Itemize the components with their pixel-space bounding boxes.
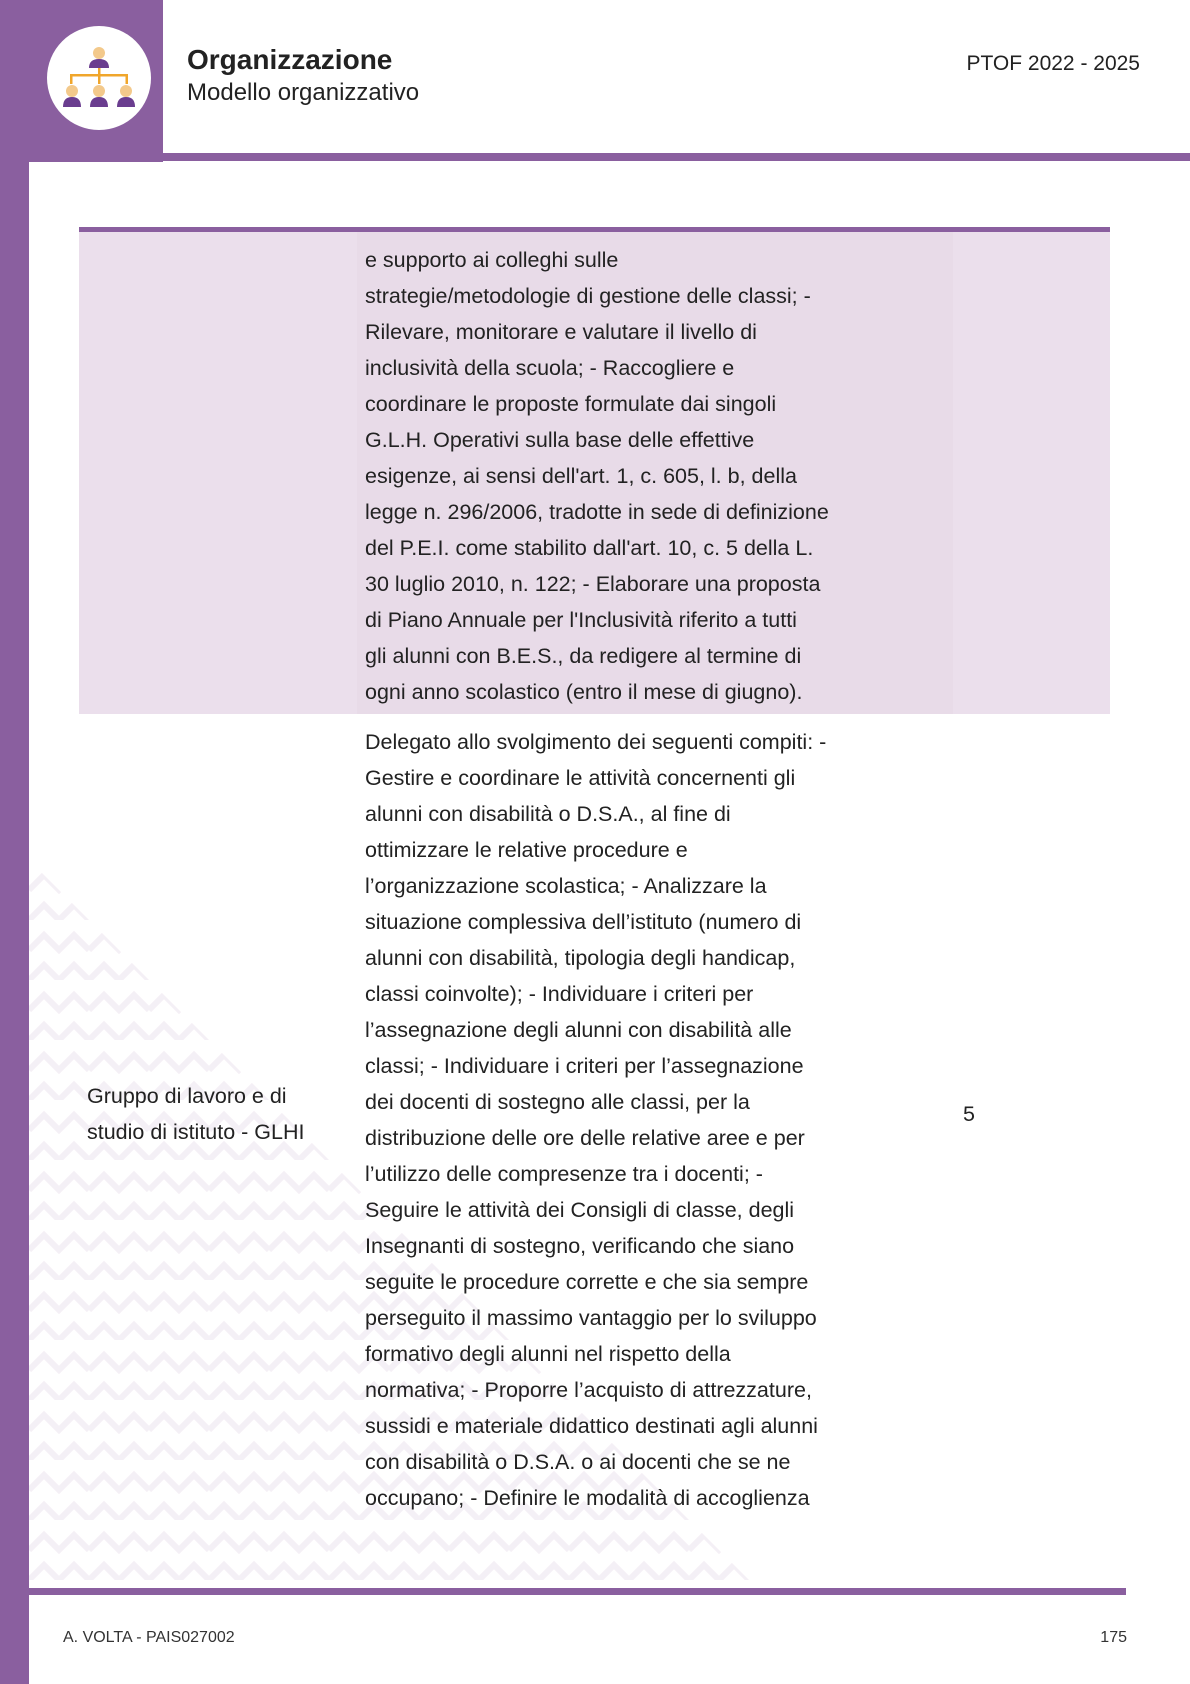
description-line: inclusività della scuola; - Raccogliere e	[365, 356, 735, 380]
count-value: 5	[963, 1102, 975, 1126]
description-line: l’utilizzo delle compresenze tra i docenti; -	[365, 1162, 763, 1186]
role-cell	[79, 714, 357, 1514]
description-line: del P.E.I. come stabilito dall'art. 10, c. 5 della L.	[365, 536, 814, 560]
description-line: distribuzione delle ore delle relative aree e per	[365, 1126, 805, 1150]
description-cell	[357, 714, 953, 1514]
description-line: ogni anno scolastico (entro il mese di giugno).	[365, 680, 803, 704]
description-line: Gestire e coordinare le attività concernenti gli	[365, 766, 796, 790]
count-cell	[953, 232, 1110, 714]
role-line: studio di istituto - GLHI	[87, 1120, 305, 1144]
table-row	[79, 714, 1110, 1514]
page-subtitle: Modello organizzativo	[187, 79, 420, 106]
description-line: dei docenti di sostegno alle classi, per la	[365, 1090, 750, 1114]
description-line: formativo degli alunni nel rispetto della	[365, 1342, 731, 1366]
description-line: alunni con disabilità o D.S.A., al fine di	[365, 802, 731, 826]
description-line: l’assegnazione degli alunni con disabilità alle	[365, 1018, 792, 1042]
org-chart-icon	[63, 46, 135, 110]
description-line: occupano; - Definire le modalità di accoglienza	[365, 1486, 810, 1510]
description-line: gli alunni con B.E.S., da redigere al termine di	[365, 644, 802, 668]
description-line: strategie/metodologie di gestione delle classi; -	[365, 284, 811, 308]
description-line: sussidi e materiale didattico destinati agli alunni	[365, 1414, 818, 1438]
footer-school-code: A. VOLTA - PAIS027002	[63, 1629, 235, 1646]
count-cell	[953, 714, 1110, 1514]
description-line: classi coinvolte); - Individuare i criteri per	[365, 982, 754, 1006]
description-line: normativa; - Proporre l’acquisto di attrezzature,	[365, 1378, 812, 1402]
document-label: PTOF 2022 - 2025	[966, 52, 1140, 75]
page-title: Organizzazione	[187, 44, 393, 75]
description-line: G.L.H. Operativi sulla base delle effettive	[365, 428, 755, 452]
description-line: Insegnanti di sostegno, verificando che siano	[365, 1234, 795, 1258]
description-line: ottimizzare le relative procedure e	[365, 838, 688, 862]
description-line: Seguire le attività dei Consigli di classe, degli	[365, 1198, 795, 1222]
description-line: e supporto ai colleghi sulle	[365, 248, 619, 272]
description-line: di Piano Annuale per l'Inclusività riferito a tutti	[365, 608, 797, 632]
section-logo	[47, 26, 151, 130]
description-line: esigenze, ai sensi dell'art. 1, c. 605, l. b, della	[365, 464, 797, 488]
description-line: 30 luglio 2010, n. 122; - Elaborare una proposta	[365, 572, 821, 596]
footer-divider	[29, 1588, 1126, 1595]
description-line: legge n. 296/2006, tradotte in sede di definizione	[365, 500, 829, 524]
description-line: alunni con disabilità, tipologia degli handicap,	[365, 946, 796, 970]
description-line: con disabilità o D.S.A. o ai docenti che se ne	[365, 1450, 791, 1474]
description-line: situazione complessiva dell’istituto (numero di	[365, 910, 802, 934]
page-number: 175	[1100, 1629, 1127, 1646]
role-cell	[79, 232, 357, 714]
table-row	[79, 232, 1110, 714]
left-accent-bar	[0, 0, 29, 1684]
description-line: perseguito il massimo vantaggio per lo sviluppo	[365, 1306, 817, 1330]
description-cell	[357, 232, 953, 714]
role-line: Gruppo di lavoro e di	[87, 1084, 287, 1108]
description-line: seguite le procedure corrette e che sia sempre	[365, 1270, 809, 1294]
header-divider	[163, 153, 1190, 161]
description-line: coordinare le proposte formulate dai singoli	[365, 392, 777, 416]
description-line: Rilevare, monitorare e valutare il livello di	[365, 320, 757, 344]
description-line: Delegato allo svolgimento dei seguenti compiti: -	[365, 730, 827, 754]
description-line: l’organizzazione scolastica; - Analizzare la	[365, 874, 767, 898]
description-line: classi; - Individuare i criteri per l’assegnazione	[365, 1054, 804, 1078]
